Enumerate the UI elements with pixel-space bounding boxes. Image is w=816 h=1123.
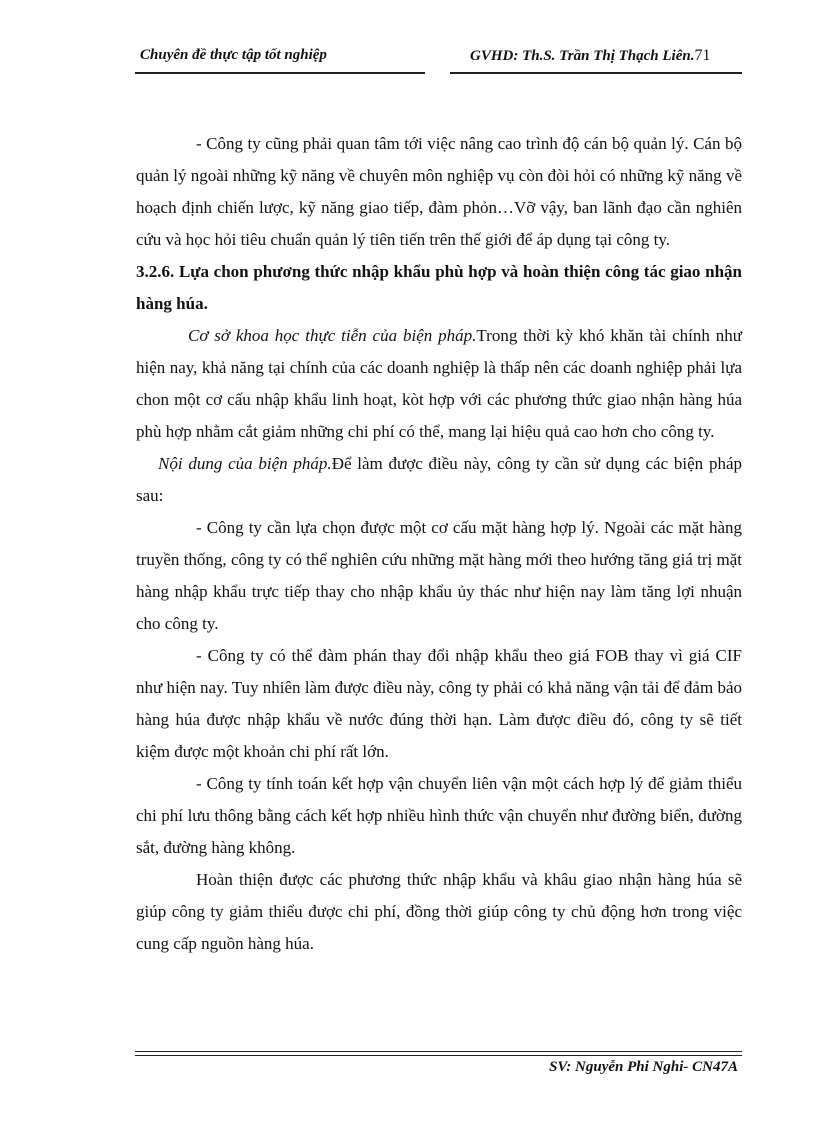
paragraph: - Công ty cũng phải quan tâm tới việc nâng cao trình độ cán bộ quản lý. Cán bộ quản lý ngoài những kỹ năng về chuyên môn nghiệp vụ còn đòi hỏi có những kỹ năng về hoạch định chiến lược, kỹ năng giao tiếp, đàm phỏn…Vỡ vậy, ban lãnh đạo cần nghiên cứu và học hỏi tiêu chuẩn quản lý tiên tiến trên thế giới để áp dụng tại công ty. [136, 134, 742, 249]
header-rule-left [135, 72, 425, 74]
paragraph: - Công ty có thể đàm phán thay đổi nhập khẩu theo giá FOB thay vì giá CIF như hiện nay. Tuy nhiên làm được điều này, công ty phải có khả năng vận tải để đảm bảo hàng húa được nhập khẩu về nước đúng thời hạn. Làm được điều đó, công ty sẽ tiết kiệm được một khoản chi phí rất lớn. [136, 646, 742, 761]
header-supervisor-text: GVHD: Th.S. Trần Thị Thạch Liên. [470, 48, 695, 64]
header-rule-right [450, 72, 742, 74]
paragraph-label: Nội dung của biện pháp. [158, 454, 332, 473]
footer-rule [135, 1051, 742, 1052]
paragraph-text: Để làm được điều này, công ty cần sử dụng các biện pháp sau: [136, 454, 742, 505]
paragraph: - Công ty tính toán kết hợp vận chuyển liên vận một cách hợp lý để giảm thiểu chi phí lưu thông bằng cách kết hợp nhiều hình thức vận chuyển như đường biển, đường sắt, đường hàng không. [136, 774, 742, 857]
paragraph: Hoàn thiện được các phương thức nhập khẩu và khâu giao nhận hàng húa sẽ giúp công ty giảm thiểu được chi phí, đồng thời giúp công ty chủ động hơn trong việc cung cấp nguồn hàng húa. [136, 870, 742, 953]
section-heading: 3.2.6. Lựa chon phương thức nhập khẩu phù hợp và hoàn thiện công tác giao nhận hàng húa. [136, 262, 742, 313]
header-supervisor [470, 47, 710, 65]
document-body [136, 128, 742, 960]
footer-rule [135, 1055, 742, 1056]
page-number: 71 [694, 47, 711, 64]
footer-student: SV: Nguyễn Phi Nghi- CN47A [549, 1059, 738, 1075]
header-title: Chuyên đề thực tập tốt nghiệp [140, 47, 327, 63]
paragraph: - Công ty cần lựa chọn được một cơ cấu mặt hàng hợp lý. Ngoài các mặt hàng truyền thống, công ty có thể nghiên cứu những mặt hàng mới theo hướng tăng giá trị mặt hàng nhập khẩu trực tiếp thay cho nhập khẩu ủy thác như hiện nay làm tăng lợi nhuận cho công ty. [136, 518, 742, 633]
paragraph-label: Cơ sở khoa học thực tiễn của biện pháp. [188, 326, 477, 345]
paragraph-text: Trong thời kỳ khó khăn tài chính như hiện nay, khả năng tại chính của các doanh nghiệp là thấp nên các doanh nghiệp phải lựa chon một cơ cấu nhập khẩu linh hoạt, kòt hợp với các phương thức giao nhận hàng húa phù hợp nhằm cắt giảm những chi phí có thể, mang lại hiệu quả cao hơn cho công ty. [136, 326, 742, 441]
paragraph [136, 320, 742, 448]
paragraph [136, 448, 742, 512]
